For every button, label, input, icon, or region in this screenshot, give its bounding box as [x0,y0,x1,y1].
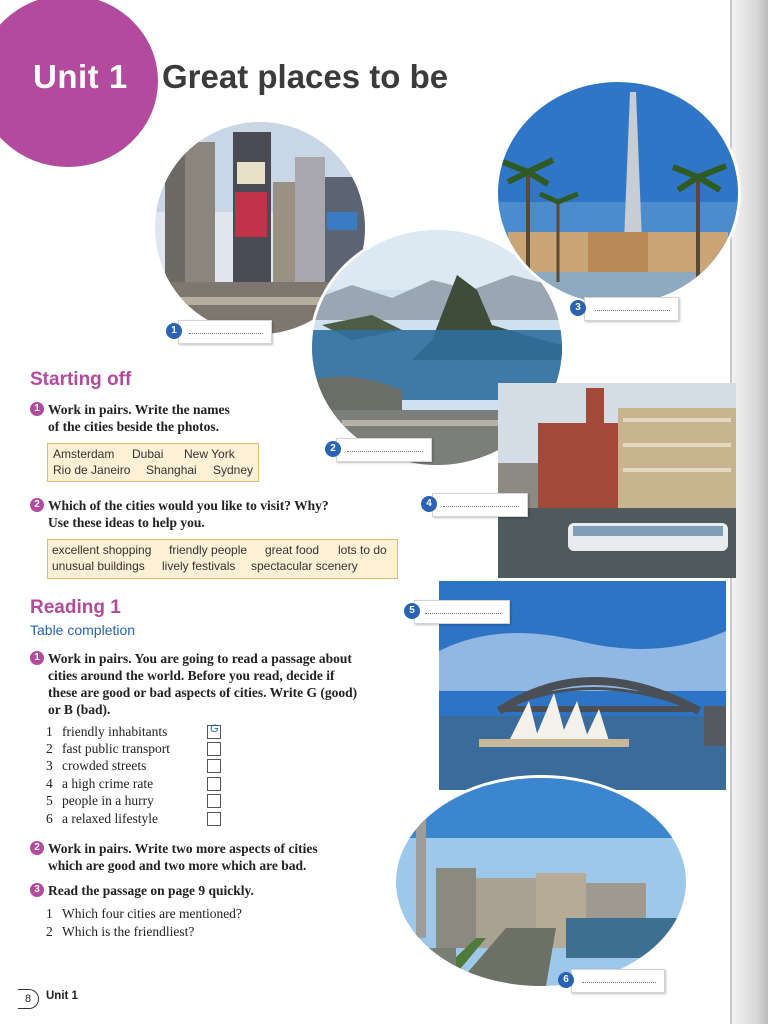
photo-shanghai [396,778,686,986]
city-word: Dubai [132,447,164,461]
photo-4-answer-box[interactable] [432,493,528,517]
footer-unit-label: Unit 1 [46,990,78,1002]
aspect-item: 1 friendly inhabitants [46,724,168,739]
idea-word: spectacular scenery [251,559,358,573]
exercise-number: 2 [30,841,44,855]
page-number: 8 [18,989,39,1009]
city-word: New York [184,447,235,461]
handwritten-answer: G [210,723,219,735]
city-word: Sydney [213,463,254,477]
idea-word: unusual buildings [52,559,145,573]
exercise-number: 1 [30,402,44,416]
aspect-checkbox[interactable] [207,759,221,773]
unit-label: Unit 1 [33,58,128,95]
photo-2-answer-box[interactable] [336,438,432,462]
reading-1-subheading: Table completion [30,622,136,638]
aspect-item: 5 people in a hurry [46,793,154,808]
photo-3-answer-box[interactable] [584,297,679,321]
instruction-text: Work in pairs. Write the names of the cities beside the photos. [48,402,230,434]
aspect-item: 4 a high crime rate [46,776,154,791]
aspect-checkbox[interactable] [207,812,221,826]
aspect-checkbox[interactable] [207,725,221,739]
aspect-item: 6 a relaxed lifestyle [46,811,158,826]
aspect-item: 2 fast public transport [46,741,170,756]
photo-2-marker: 2 [325,441,341,457]
city-word: Shanghai [146,463,197,477]
photo-4-marker: 4 [421,496,437,512]
city-word-box [47,443,259,482]
instruction-text: Read the passage on page 9 quickly. [48,883,254,898]
instruction-text: Work in pairs. You are going to read a passage about cities around the world. Before you read, decide if these are good or bad aspects of cities. Write G (good) or B (bad). [48,651,358,717]
question-item: 2 Which is the friendliest? [46,924,195,939]
exercise-number: 3 [30,883,44,897]
city-word: Amsterdam [53,447,115,461]
idea-word: friendly people [169,543,248,557]
idea-word: lively festivals [162,559,236,573]
photo-1-marker: 1 [166,323,182,339]
instruction-text: Work in pairs. Write two more aspects of cities which are good and two more which are bad. [48,841,318,873]
instruction-text: Which of the cities would you like to visit? Why? Use these ideas to help you. [48,498,329,530]
aspect-checkbox[interactable] [207,742,221,756]
city-word: Rio de Janeiro [53,463,131,477]
question-item: 1 Which four cities are mentioned? [46,906,242,921]
page-title: Great places to be [162,58,449,95]
photo-dubai [498,82,738,304]
photo-6-marker: 6 [558,972,574,988]
photo-5-marker: 5 [404,603,420,619]
aspect-checkbox[interactable] [207,794,221,808]
reading-1-heading: Reading 1 [30,597,121,618]
idea-word: excellent shopping [52,543,152,557]
photo-amsterdam [498,383,736,578]
photo-6-answer-box[interactable] [571,969,665,993]
idea-word: lots to do [338,543,387,557]
aspect-item: 3 crowded streets [46,758,147,773]
photo-3-marker: 3 [570,300,586,316]
exercise-number: 2 [30,498,44,512]
exercise-number: 1 [30,651,44,665]
starting-off-heading: Starting off [30,369,132,390]
ideas-word-box [47,539,398,579]
aspect-checkbox[interactable] [207,777,221,791]
photo-5-answer-box[interactable] [414,600,510,624]
photo-1-answer-box[interactable] [178,320,272,344]
idea-word: great food [265,543,320,557]
